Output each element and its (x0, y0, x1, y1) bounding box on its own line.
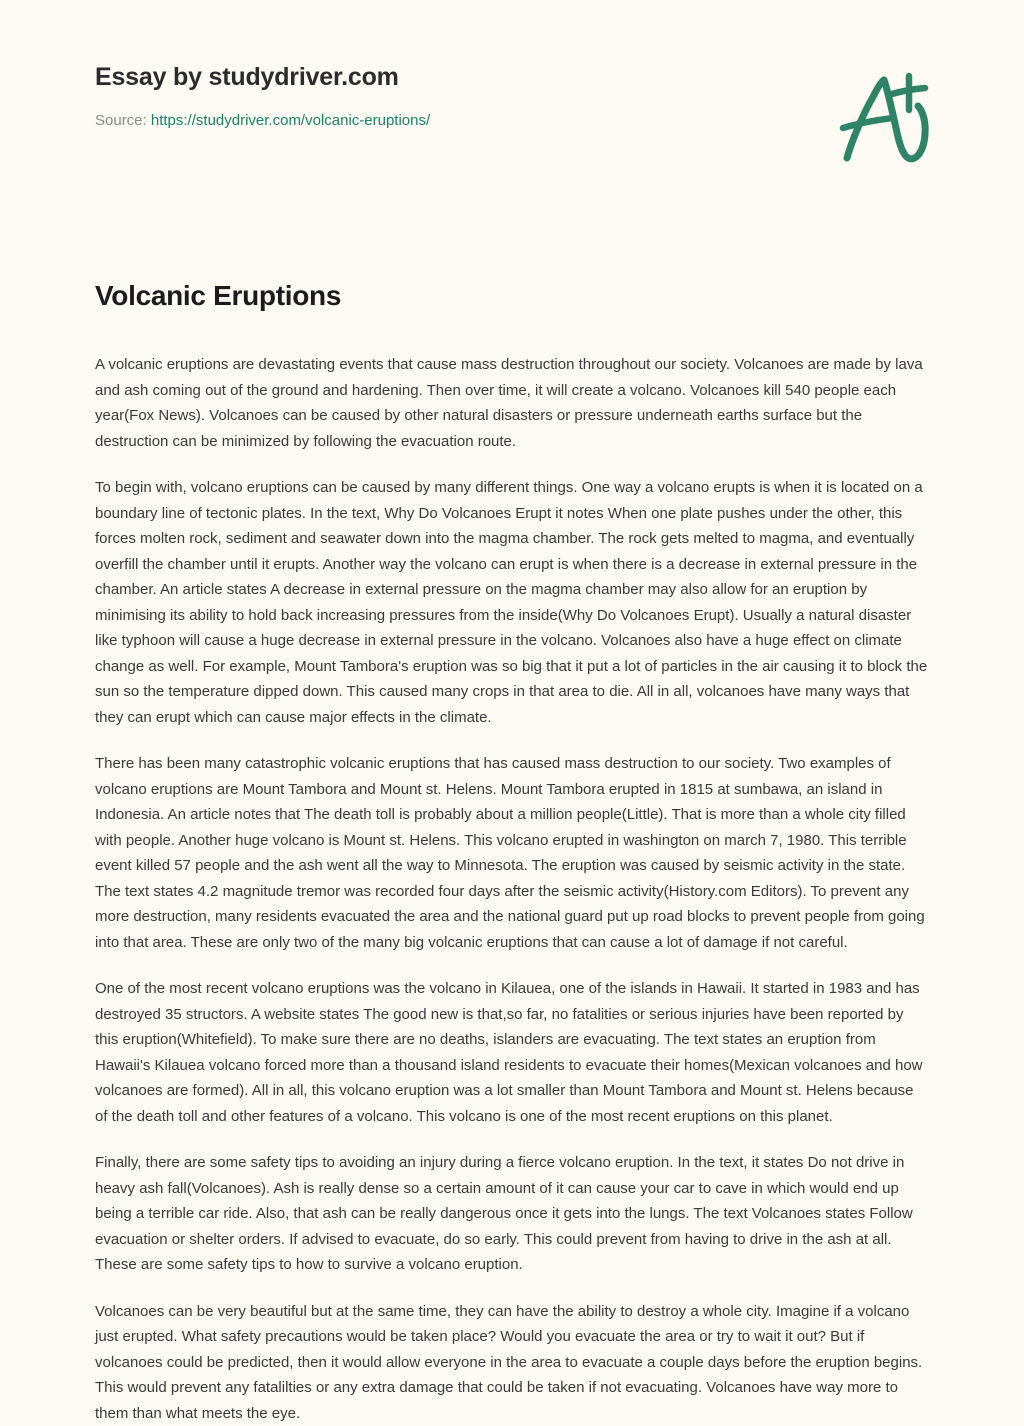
essay-content (95, 352, 929, 1426)
essay-paragraph: Volcanoes can be very beautiful but at the same time, they can have the ability to destroy a whole city. Imagine if a volcano just erupted. What safety precautions would be taken place? Would you evacuate the area or try to wait it out? But if volcanoes could be predicted, then it would allow everyone in the area to evacuate a couple days before the eruption begins. This would prevent any fatalilties or any extra damage that could be taken if not evacuating. Volcanoes have way more to them than what meets the eye. (95, 1302, 923, 1422)
source-label: Source: (95, 112, 147, 130)
essay-paragraph: A volcanic eruptions are devastating events that cause mass destruction throughout our society. Volcanoes are made by lava and ash coming out of the ground and hardening. Then over time, it will create a volcano. Volcanoes kill 540 people each year(Fox News). Volcanoes can be caused by other natural disasters or pressure underneath earths surface but the destruction can be minimized by following the evacuation route. (95, 356, 923, 450)
document-body (0, 131, 1024, 1426)
essay-paragraph: Finally, there are some safety tips to avoiding an injury during a fierce volcano eruption. In the text, it states Do not drive in heavy ash fall(Volcanoes). Ash is really dense so a certain amount of it can cause your car to cave in which would end up being a terrible car ride. Also, that ash can be really dangerous once it gets into the lungs. The text Volcanoes states Follow evacuation or shelter orders. If advised to evacuate, do so early. This could prevent from having to drive in the ash at all. These are some safety tips to how to survive a volcano eruption. (95, 1154, 913, 1274)
page-title: Volcanic Eruptions (95, 279, 342, 311)
page-header (0, 0, 1024, 131)
essay-paragraph: There has been many catastrophic volcanic eruptions that has caused mass destruction to our society. Two examples of volcano eruptions are Mount Tambora and Mount st. Helens. Mount Tambora erupted in 1815 at sumbawa, an island in Indonesia. An article notes that The death toll is probably about a million people(Little). That is more than a whole city filled with people. Another huge volcano is Mount st. Helens. This volcano erupted in washington on march 7, 1980. This terrible event killed 57 people and the ash went all the way to Minnesota. The eruption was caused by seismic activity in the state. The text states 4.2 magnitude tremor was recorded four days after the seismic activity(History.com Editors). To prevent any more destruction, many residents evacuated the area and the national guard put up road blocks to prevent people from going into that area. These are only two of the many big volcanic eruptions that can cause a lot of damage if not careful. (95, 755, 925, 951)
source-url-link[interactable]: https://studydriver.com/volcanic-eruptions/ (150, 112, 431, 130)
essay-paragraph: To begin with, volcano eruptions can be caused by many different things. One way a volcano erupts is when it is located on a boundary line of tectonic plates. In the text, Why Do Volcanoes Erupt it notes When one plate pushes under the other, this forces molten rock, sediment and seawater down into the magma chamber. The rock gets melted to magma, and eventually overfill the chamber until it erupts. Another way the volcano can erupt is when there is a decrease in external pressure in the chamber. An article states A decrease in external pressure on the magma chamber may also allow for an eruption by minimising its ability to hold back increasing pressures from the inside(Why Do Volcanoes Erupt). Usually a natural disaster like typhoon will cause a huge decrease in external pressure in the volcano. Volcanoes also have a huge effect on climate change as well. For example, Mount Tambora's eruption was so big that it put a lot of particles in the air causing it to block the sun so the temperature dipped down. This caused many crops in that area to die. All in all, volcanoes have many ways that they can erupt which can cause major effects in the climate. (95, 479, 928, 726)
essay-paragraph: One of the most recent volcano eruptions was the volcano in Kilauea, one of the islands in Hawaii. It started in 1983 and has destroyed 35 structors. A website states The good new is that,so far, no fatalities or serious injuries have been reported by this eruption(Whitefield). To make sure there are no deaths, islanders are evacuating. The text states an eruption from Hawaii's Kilauea volcano forced more than a thousand island residents to evacuate their homes(Mexican volcanoes and how volcanoes are formed). All in all, this volcano eruption was a lot smaller than Mount Tambora and Mount st. Helens because of the death toll and other features of a volcano. This volcano is one of the most recent eruptions on this planet. (95, 980, 923, 1125)
brand-title: Essay by studydriver.com (95, 63, 399, 91)
a-plus-logo-icon (830, 66, 940, 166)
source-line (95, 111, 929, 131)
